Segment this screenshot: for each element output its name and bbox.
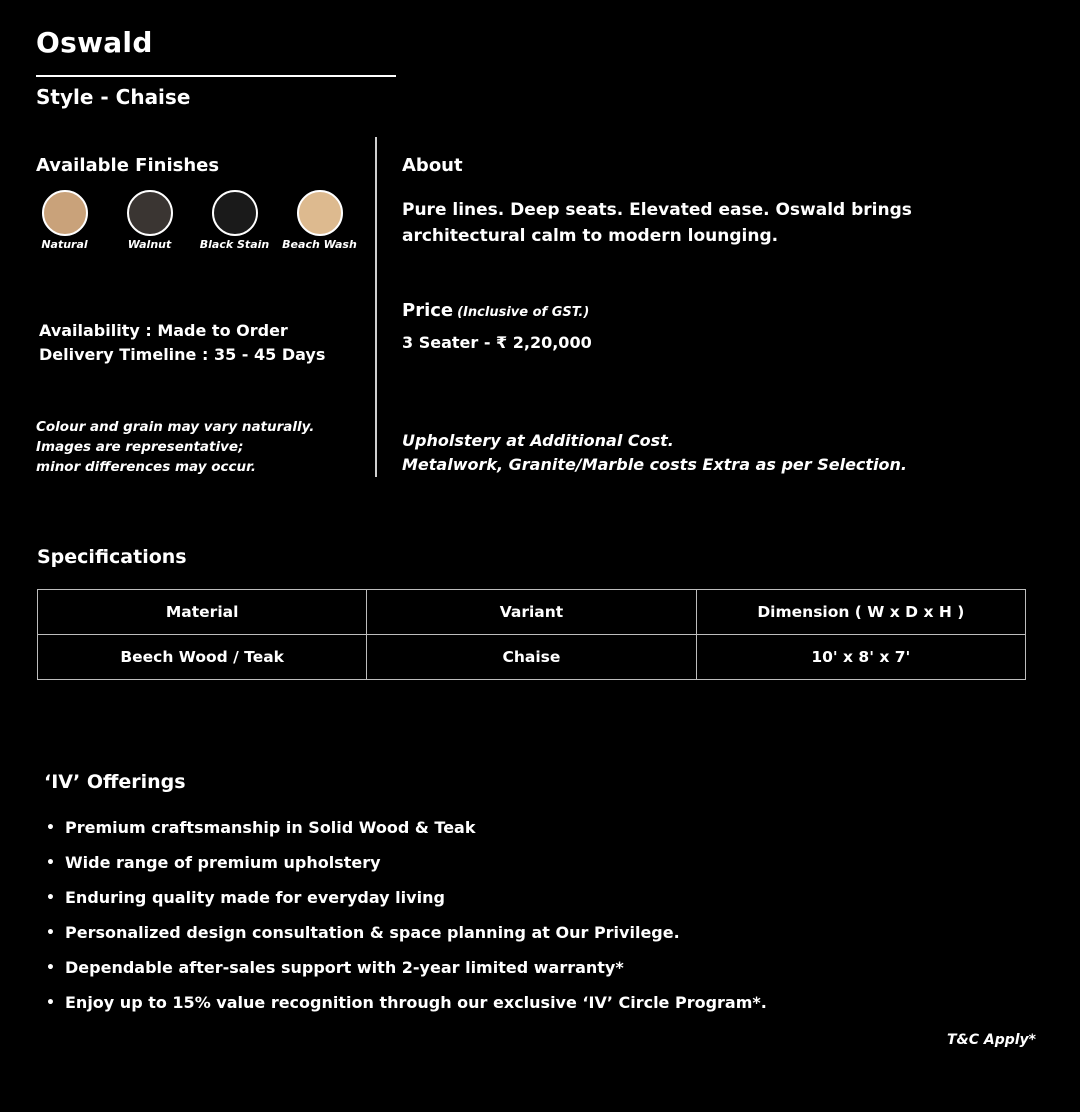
bullet-icon: • [46, 819, 55, 836]
walnut-swatch [127, 190, 173, 236]
price-tax-note: (Inclusive of GST.) [457, 305, 590, 320]
finish-label: Black Stain [199, 238, 270, 251]
black-stain-swatch [212, 190, 258, 236]
extra-cost-line: Upholstery at Additional Cost. [402, 431, 674, 450]
offering-text: Dependable after-sales support with 2-year limited warranty* [65, 958, 624, 977]
table-row [38, 635, 1026, 680]
offering-text: Wide range of premium upholstery [65, 853, 381, 872]
natural-swatch [42, 190, 88, 236]
table-cell: Beech Wood / Teak [38, 635, 367, 680]
representation-note [36, 417, 314, 477]
list-item [46, 985, 767, 1020]
finish-swatches [22, 190, 362, 251]
table-header-row [38, 590, 1026, 635]
bullet-icon: • [46, 889, 55, 906]
table-header-cell: Material [38, 590, 367, 635]
finish-label: Beach Wash [282, 238, 357, 251]
offering-text: Premium craftsmanship in Solid Wood & Teak [65, 818, 476, 837]
product-title: Oswald [36, 26, 153, 59]
about-heading: About [402, 155, 463, 176]
table-cell: 10' x 8' x 7' [696, 635, 1025, 680]
note-line: Images are representative; [36, 439, 244, 455]
column-divider [375, 137, 377, 477]
offerings-heading: ‘IV’ Offerings [44, 771, 186, 793]
bullet-icon: • [46, 924, 55, 941]
note-line: Colour and grain may vary naturally. [36, 419, 315, 435]
title-underline [36, 75, 396, 77]
availability-text: Availability : Made to Order [39, 321, 288, 340]
list-item [46, 845, 767, 880]
price-value: 3 Seater - ₹ 2,20,000 [402, 333, 592, 352]
extra-costs-note [402, 429, 907, 477]
table-header-cell: Variant [367, 590, 696, 635]
price-heading [402, 300, 589, 321]
price-label: Price [402, 300, 454, 321]
specifications-heading: Specifications [37, 546, 187, 568]
finish-label: Natural [41, 238, 88, 251]
finish-black-stain [192, 190, 277, 251]
finish-label: Walnut [127, 238, 172, 251]
terms-note: T&C Apply* [946, 1032, 1036, 1048]
note-line: minor differences may occur. [36, 459, 256, 475]
specifications-table [37, 589, 1026, 680]
list-item [46, 915, 767, 950]
availability-block [39, 319, 325, 367]
finishes-heading: Available Finishes [36, 155, 220, 176]
delivery-timeline-text: Delivery Timeline : 35 - 45 Days [39, 345, 326, 364]
finish-natural [22, 190, 107, 251]
product-style: Style - Chaise [36, 85, 191, 109]
about-text: Pure lines. Deep seats. Elevated ease. Oswald brings architectural calm to modern lounging. [402, 200, 912, 246]
finish-beach-wash [277, 190, 362, 251]
bullet-icon: • [46, 854, 55, 871]
finish-walnut [107, 190, 192, 251]
offering-text: Enjoy up to 15% value recognition through our exclusive ‘IV’ Circle Program*. [65, 993, 767, 1012]
list-item [46, 810, 767, 845]
offering-text: Enduring quality made for everyday living [65, 888, 445, 907]
offerings-list [46, 810, 767, 1020]
list-item [46, 880, 767, 915]
beach-wash-swatch [297, 190, 343, 236]
extra-cost-line: Metalwork, Granite/Marble costs Extra as per Selection. [402, 455, 908, 474]
offering-text: Personalized design consultation & space planning at Our Privilege. [65, 923, 680, 942]
bullet-icon: • [46, 994, 55, 1011]
bullet-icon: • [46, 959, 55, 976]
list-item [46, 950, 767, 985]
table-cell: Chaise [367, 635, 696, 680]
table-header-cell: Dimension ( W x D x H ) [696, 590, 1025, 635]
